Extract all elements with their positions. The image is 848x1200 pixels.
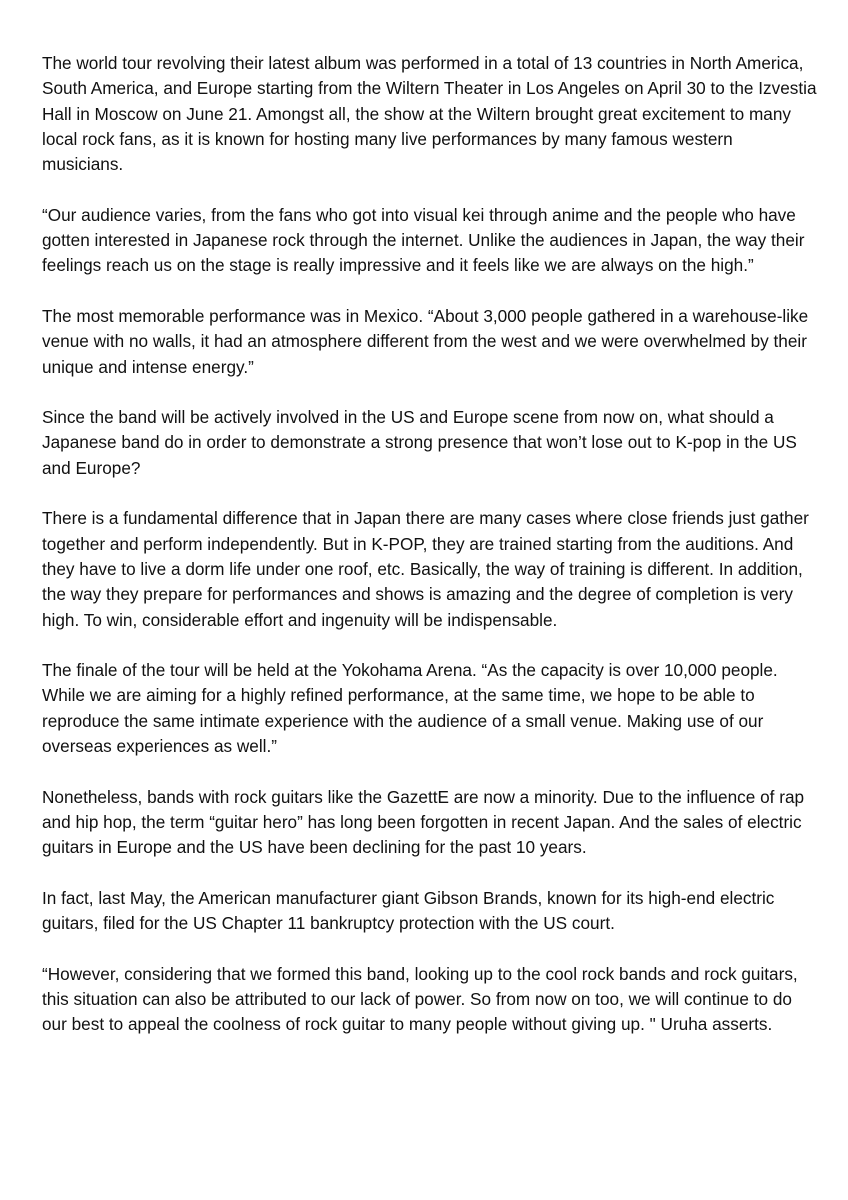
article-body — [42, 51, 818, 1063]
paragraph-kpop-difference: There is a fundamental difference that in Japan there are many cases where close friends just gather together and perform independently. But in K-POP, they are trained starting from the auditions. And they have to live a dorm life under one roof, etc. Basically, the way of training is different. In addition, the way they prepare for performances and shows is amazing and the degree of completion is very high. To win, considerable effort and ingenuity will be indispensable. — [42, 508, 809, 630]
paragraph-rock-guitars: Nonetheless, bands with rock guitars like the GazettE are now a minority. Due to the influence of rap and hip hop, the term “guitar hero” has long been forgotten in recent Japan. And the sales of electric guitars in Europe and the US have been declining for the past 10 years. — [42, 786, 805, 858]
paragraph-mexico: The most memorable performance was in Mexico. “About 3,000 people gathered in a warehouse-like venue with no walls, it had an atmosphere different from the west and we were overwhelmed by their unique and intense energy.” — [42, 305, 809, 377]
paragraph-question: Since the band will be actively involved in the US and Europe scene from now on, what should a Japanese band do in order to demonstrate a strong presence that won’t lose out to K-pop in the US and Europe? — [42, 407, 797, 478]
paragraph-gibson: In fact, last May, the American manufacturer giant Gibson Brands, known for its high-end electric guitars, filed for the US Chapter 11 bankruptcy protection with the US court. — [42, 887, 775, 934]
paragraph-uruha-quote: “However, considering that we formed this band, looking up to the cool rock bands and rock guitars, this situation can also be attributed to our lack of power. So from now on too, we will continue to do our best to appeal the coolness of rock guitar to many people without giving up. " Uruha asserts. — [42, 963, 798, 1035]
paragraph-world-tour: The world tour revolving their latest album was performed in a total of 13 countries in North America, South America, and Europe starting from the Wiltern Theater in Los Angeles on April 30 to the Izvestia Hall in Moscow on June 21. Amongst all, the show at the Wiltern brought great excitement to many local rock fans, as it is known for hosting many live performances by many famous western musicians. — [42, 53, 817, 175]
paragraph-yokohama-finale: The finale of the tour will be held at the Yokohama Arena. “As the capacity is over 10,000 people. While we are aiming for a highly refined performance, at the same time, we hope to be able to reproduce the same intimate experience with the audience of a small venue. Making use of our overseas experiences as well.” — [42, 660, 778, 757]
paragraph-audience-quote: “Our audience varies, from the fans who got into visual kei through anime and the people who have gotten interested in Japanese rock through the internet. Unlike the audiences in Japan, the way their feelings reach us on the stage is really impressive and it feels like we are always on the high.” — [42, 204, 805, 276]
